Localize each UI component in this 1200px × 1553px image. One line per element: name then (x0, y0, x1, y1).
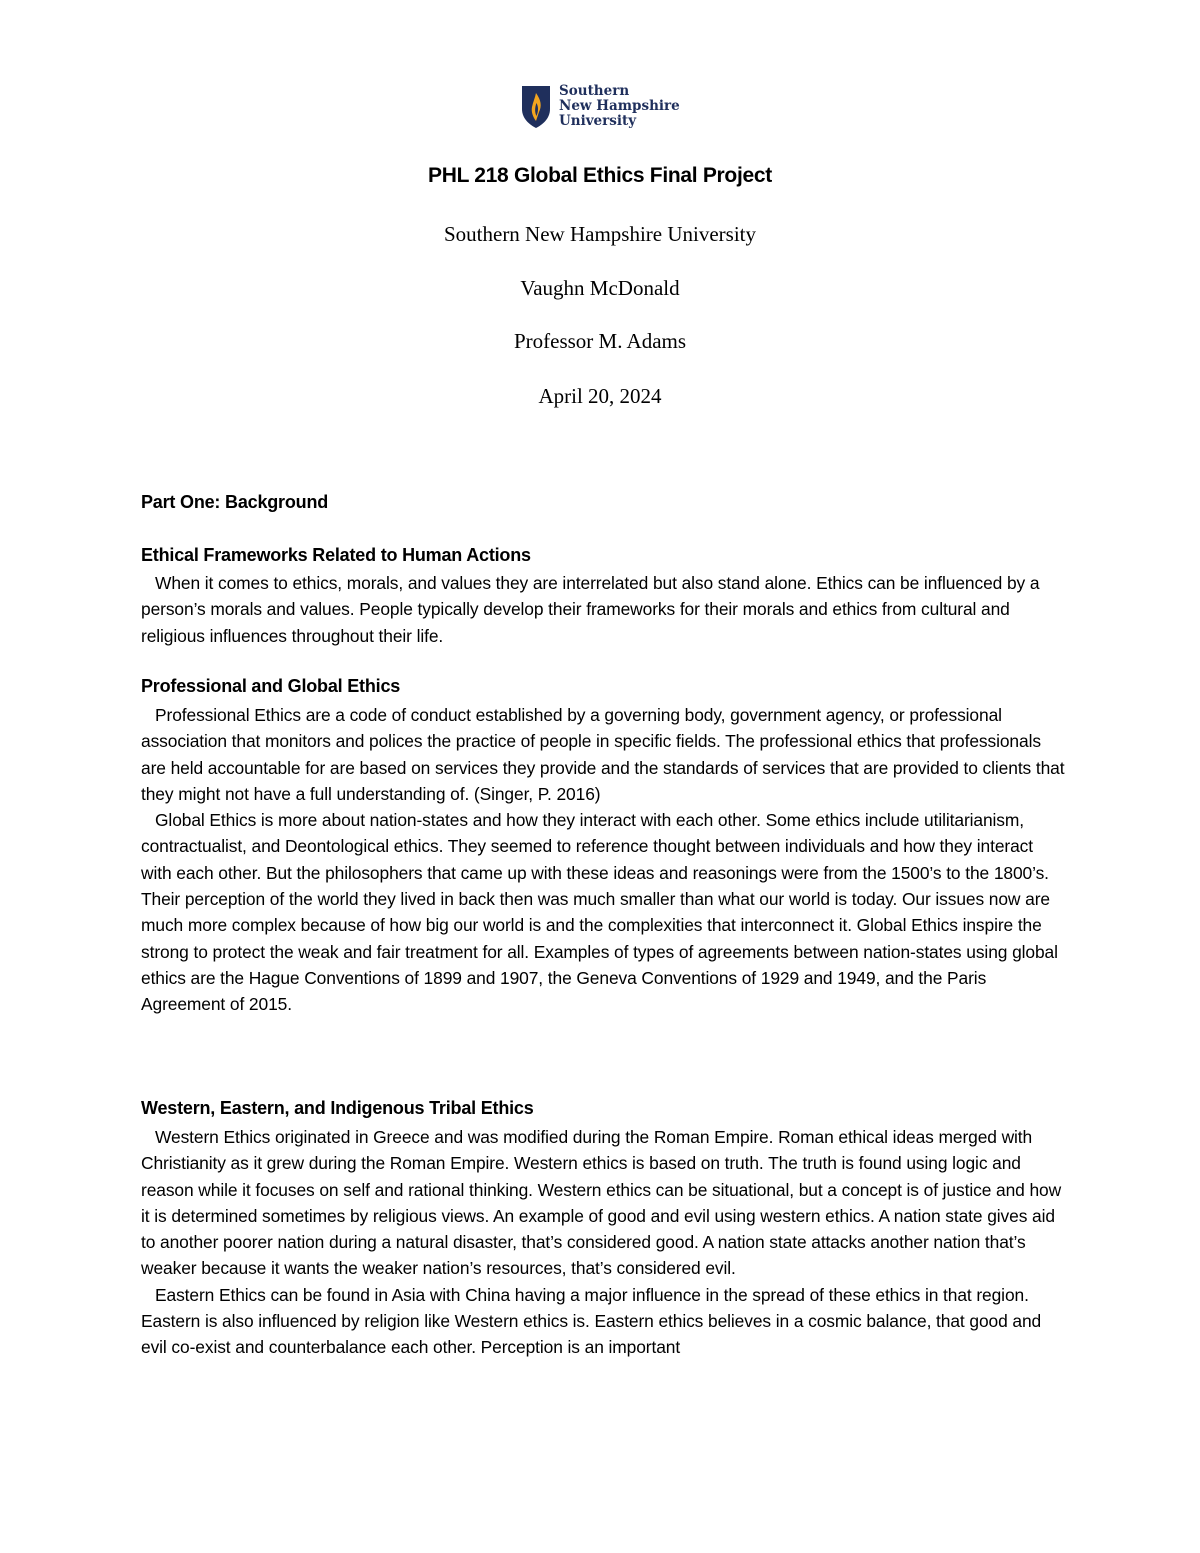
paragraph: When it comes to ethics, morals, and values they are interrelated but also stand alone. Ethics can be influenced by a person’s morals and values. People typically develop their frameworks for their morals and ethics from cultural and religious influences throughout their life. (141, 573, 1040, 646)
institution-name: Southern New Hampshire University (443, 222, 757, 246)
shield-flame-icon (521, 85, 551, 129)
section-body (141, 570, 1066, 649)
paragraph: Professional Ethics are a code of conduct established by a governing body, government agency, or professional association that monitors and polices the practice of people in specific fields. The professional ethics that professionals are held accountable for are based on services they provide and the standards of services that are provided to clients that they might not have a full understanding of. (Singer, P. 2016) (141, 705, 1065, 804)
logo-wordmark (559, 84, 680, 129)
logo-line-3: University (559, 113, 637, 129)
section-body (141, 1124, 1066, 1361)
document-date: April 20, 2024 (538, 384, 662, 408)
university-logo (521, 84, 680, 129)
section-heading: Western, Eastern, and Indigenous Tribal Ethics (141, 1098, 534, 1118)
paragraph: Eastern Ethics can be found in Asia with China having a major influence in the spread of these ethics in that region. Eastern is also influenced by religion like Western ethics is. Eastern ethics believes in a cosmic balance, that good and evil co-exist and counterbalance each other. Perception is an important (141, 1284, 1042, 1358)
section-heading: Ethical Frameworks Related to Human Actions (141, 545, 531, 565)
professor-name: Professor M. Adams (513, 329, 687, 353)
document-title: PHL 218 Global Ethics Final Project (428, 164, 772, 187)
logo-line-1: Southern (559, 83, 630, 99)
section-body (141, 702, 1066, 1018)
paragraph: Global Ethics is more about nation-states and how they interact with each other. Some ethics include utilitarianism, contractualist, and Deontological ethics. They seemed to reference thought between individuals and how they interact with each other. But the philosophers that came up with these ideas and reasonings were from the 1500’s to the 1800’s. Their perception of the world they lived in back then was much smaller than what our world is today. Our issues now are much more complex because of how big our world is and the complexities that interconnect it. Global Ethics inspire the strong to protect the weak and fair treatment for all. Examples of types of agreements between nation-states using global ethics are the Hague Conventions of 1899 and 1907, the Geneva Conventions of 1929 and 1949, and the Paris Agreement of 2015. (141, 810, 1058, 1015)
paragraph: Western Ethics originated in Greece and was modified during the Roman Empire. Roman ethical ideas merged with Christianity as it grew during the Roman Empire. Western ethics is based on truth. The truth is found using logic and reason while it focuses on self and rational thinking. Western ethics can be situational, but a concept is of justice and how it is determined sometimes by religious views. An example of good and evil using western ethics. A nation state gives aid to another poorer nation during a natural disaster, that’s considered good. A nation state attacks another nation that’s weaker because it wants the weaker nation’s resources, that’s considered evil. (141, 1127, 1062, 1279)
logo-line-2: New Hampshire (559, 98, 680, 114)
author-name: Vaughn McDonald (520, 276, 680, 300)
part-heading: Part One: Background (141, 492, 329, 512)
section-heading: Professional and Global Ethics (141, 676, 401, 696)
